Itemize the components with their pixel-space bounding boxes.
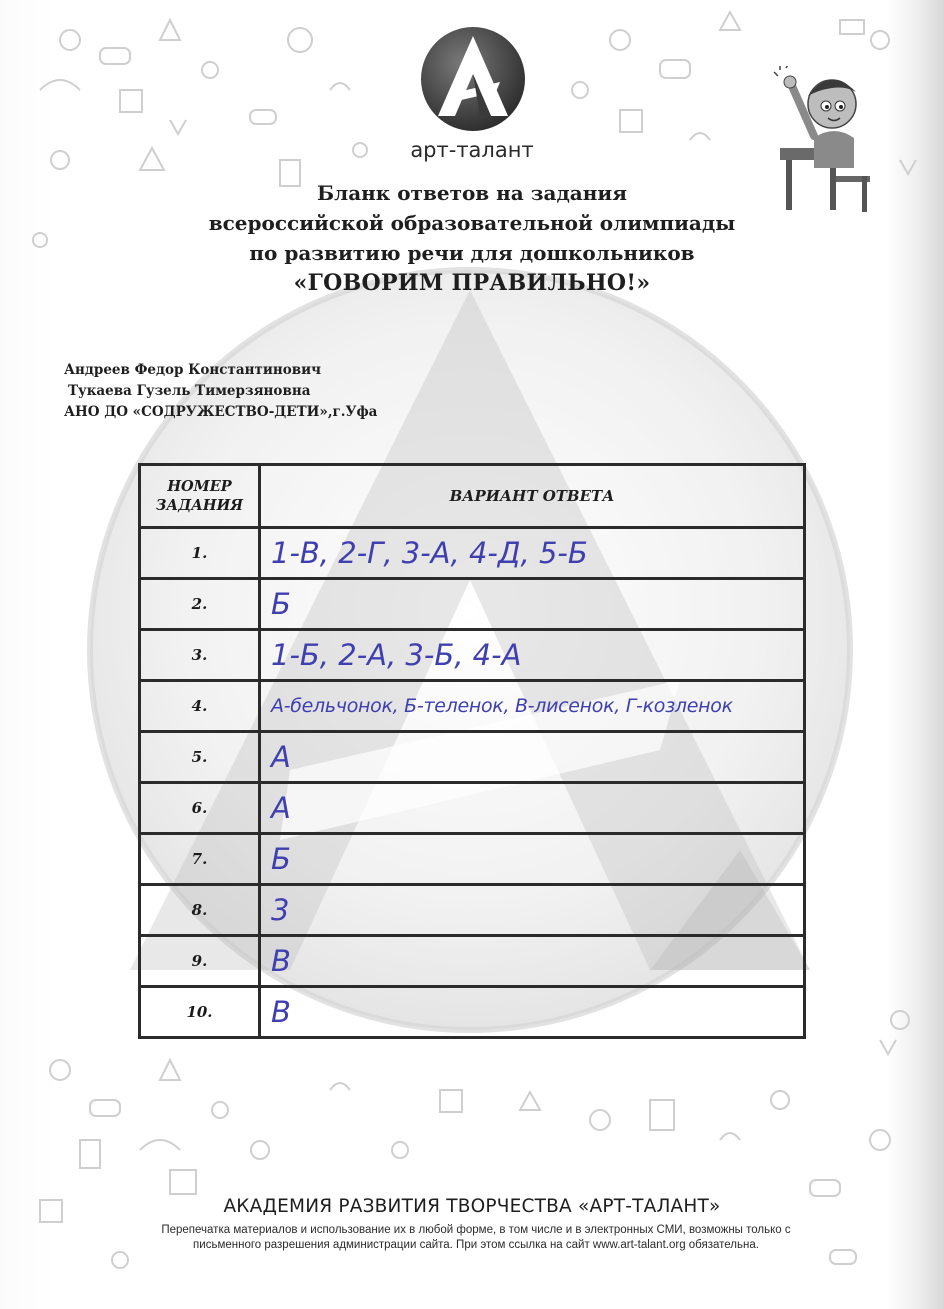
task-answer[interactable]: А bbox=[271, 791, 291, 825]
sheet-title bbox=[0, 178, 944, 298]
title-line-4: «ГОВОРИМ ПРАВИЛЬНО!» bbox=[293, 270, 651, 296]
footer-note bbox=[96, 1223, 856, 1253]
task-number: 4. bbox=[141, 682, 261, 730]
title-line-1: Бланк ответов на задания bbox=[317, 181, 627, 205]
task-number: 10. bbox=[141, 988, 261, 1036]
footer-note-line: письменного разрешения администрации сайта. При этом ссылка на сайт www.art-talant.org обязательна. bbox=[193, 1239, 759, 1251]
task-number: 3. bbox=[141, 631, 261, 679]
authors-block bbox=[64, 360, 377, 423]
brand-name: арт-талант bbox=[410, 138, 534, 162]
answer-table bbox=[138, 463, 806, 1039]
table-row bbox=[141, 577, 803, 628]
column-header-number-line1: НОМЕР bbox=[167, 478, 232, 495]
column-header-answer: ВАРИАНТ ОТВЕТА bbox=[449, 487, 615, 505]
table-row bbox=[141, 832, 803, 883]
task-number: 1. bbox=[141, 529, 261, 577]
table-row bbox=[141, 526, 803, 577]
table-row bbox=[141, 730, 803, 781]
table-row bbox=[141, 934, 803, 985]
task-number: 2. bbox=[141, 580, 261, 628]
task-answer[interactable]: А-бельчонок, Б-теленок, В-лисенок, Г-козленок bbox=[271, 695, 733, 717]
author-line: Андреев Федор Константинович bbox=[64, 362, 322, 378]
task-answer[interactable]: В bbox=[271, 995, 291, 1029]
title-line-2: всероссийской образовательной олимпиады bbox=[208, 211, 736, 235]
footer-note-line: Перепечатка материалов и использование их в любой форме, в том числе и в электронных СМИ, возможны только с bbox=[161, 1224, 791, 1236]
footer-title: АКАДЕМИЯ РАЗВИТИЯ ТВОРЧЕСТВА «АРТ-ТАЛАНТ» bbox=[223, 1196, 721, 1217]
table-row bbox=[141, 883, 803, 934]
task-answer[interactable]: 1-Б, 2-А, 3-Б, 4-А bbox=[271, 638, 522, 672]
column-header-number bbox=[141, 466, 261, 526]
task-answer[interactable]: 3 bbox=[271, 893, 290, 927]
table-row bbox=[141, 679, 803, 730]
table-row bbox=[141, 628, 803, 679]
column-header-number-line2: ЗАДАНИЯ bbox=[155, 497, 244, 514]
task-number: 7. bbox=[141, 835, 261, 883]
task-answer[interactable]: Б bbox=[271, 587, 291, 621]
task-answer[interactable]: В bbox=[271, 944, 291, 978]
table-row bbox=[141, 985, 803, 1036]
task-number: 5. bbox=[141, 733, 261, 781]
organization-line: АНО ДО «СОДРУЖЕСТВО-ДЕТИ»,г.Уфа bbox=[64, 404, 378, 420]
task-number: 6. bbox=[141, 784, 261, 832]
task-answer[interactable]: Б bbox=[271, 842, 291, 876]
task-number: 8. bbox=[141, 886, 261, 934]
table-header-row bbox=[141, 466, 803, 526]
table-row bbox=[141, 781, 803, 832]
task-answer[interactable]: 1-В, 2-Г, 3-А, 4-Д, 5-Б bbox=[271, 536, 588, 570]
art-talant-logo-icon bbox=[418, 24, 528, 134]
task-answer[interactable]: А bbox=[271, 740, 291, 774]
title-line-3: по развитию речи для дошкольников bbox=[249, 241, 695, 265]
task-number: 9. bbox=[141, 937, 261, 985]
author-line: Тукаева Гузель Тимерзяновна bbox=[68, 383, 311, 399]
